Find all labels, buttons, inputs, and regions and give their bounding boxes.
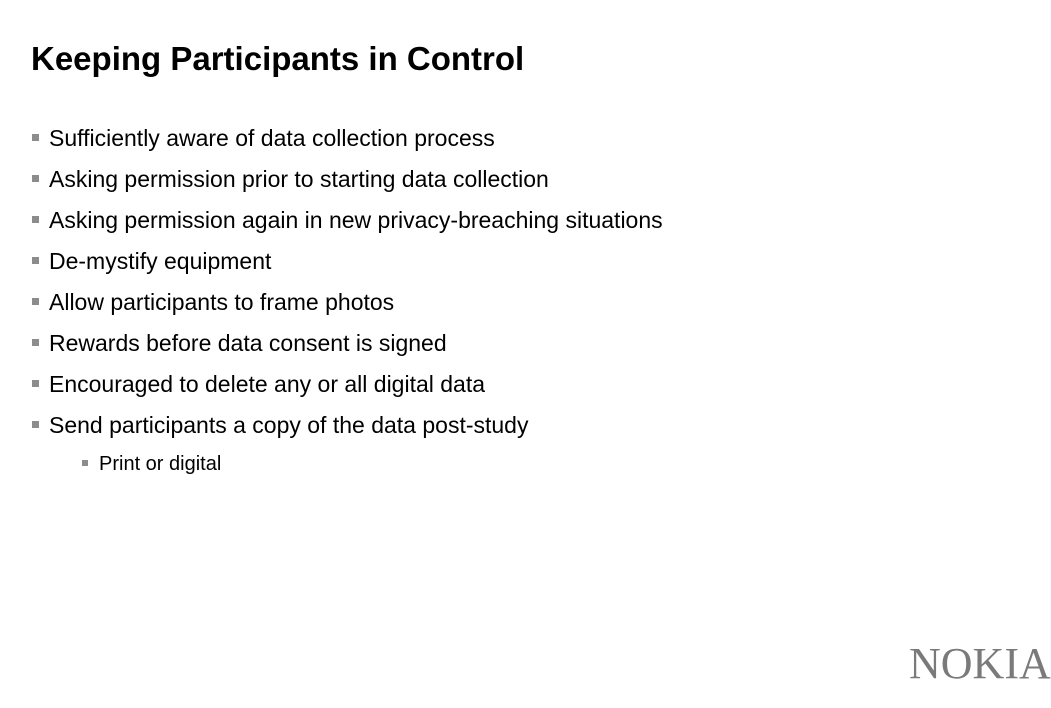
bullet-item: [31, 328, 663, 369]
bullet-text: Rewards before data consent is signed: [49, 330, 447, 356]
nokia-logo: NOKIA: [909, 639, 1051, 688]
bullet-text: Asking permission prior to starting data collection: [49, 166, 549, 192]
bullet-item: [31, 123, 663, 164]
square-bullet-icon: [32, 421, 39, 428]
sub-bullet-text: Print or digital: [99, 453, 222, 475]
bullet-item: [31, 287, 663, 328]
bullet-text: Sufficiently aware of data collection process: [49, 125, 495, 151]
square-bullet-icon: [32, 339, 39, 346]
slide-title: Keeping Participants in Control: [31, 40, 525, 77]
bullet-item: [31, 164, 663, 205]
sub-bullet-item: [81, 451, 221, 477]
bullet-item: [31, 246, 663, 287]
square-bullet-icon: [32, 298, 39, 305]
bullet-list: [31, 123, 663, 451]
bullet-item: [31, 205, 663, 246]
square-bullet-icon: [32, 216, 39, 223]
bullet-text: Allow participants to frame photos: [49, 289, 395, 315]
bullet-text: Asking permission again in new privacy-breaching situations: [49, 207, 663, 233]
square-bullet-icon: [32, 380, 39, 387]
square-bullet-icon: [32, 175, 39, 182]
square-bullet-icon: [82, 460, 88, 466]
bullet-text: Send participants a copy of the data post-study: [49, 412, 529, 438]
sub-bullet-list: [81, 451, 221, 477]
square-bullet-icon: [32, 134, 39, 141]
bullet-text: De-mystify equipment: [49, 248, 272, 274]
square-bullet-icon: [32, 257, 39, 264]
bullet-item: [31, 410, 663, 451]
bullet-item: [31, 369, 663, 410]
bullet-text: Encouraged to delete any or all digital data: [49, 371, 486, 397]
